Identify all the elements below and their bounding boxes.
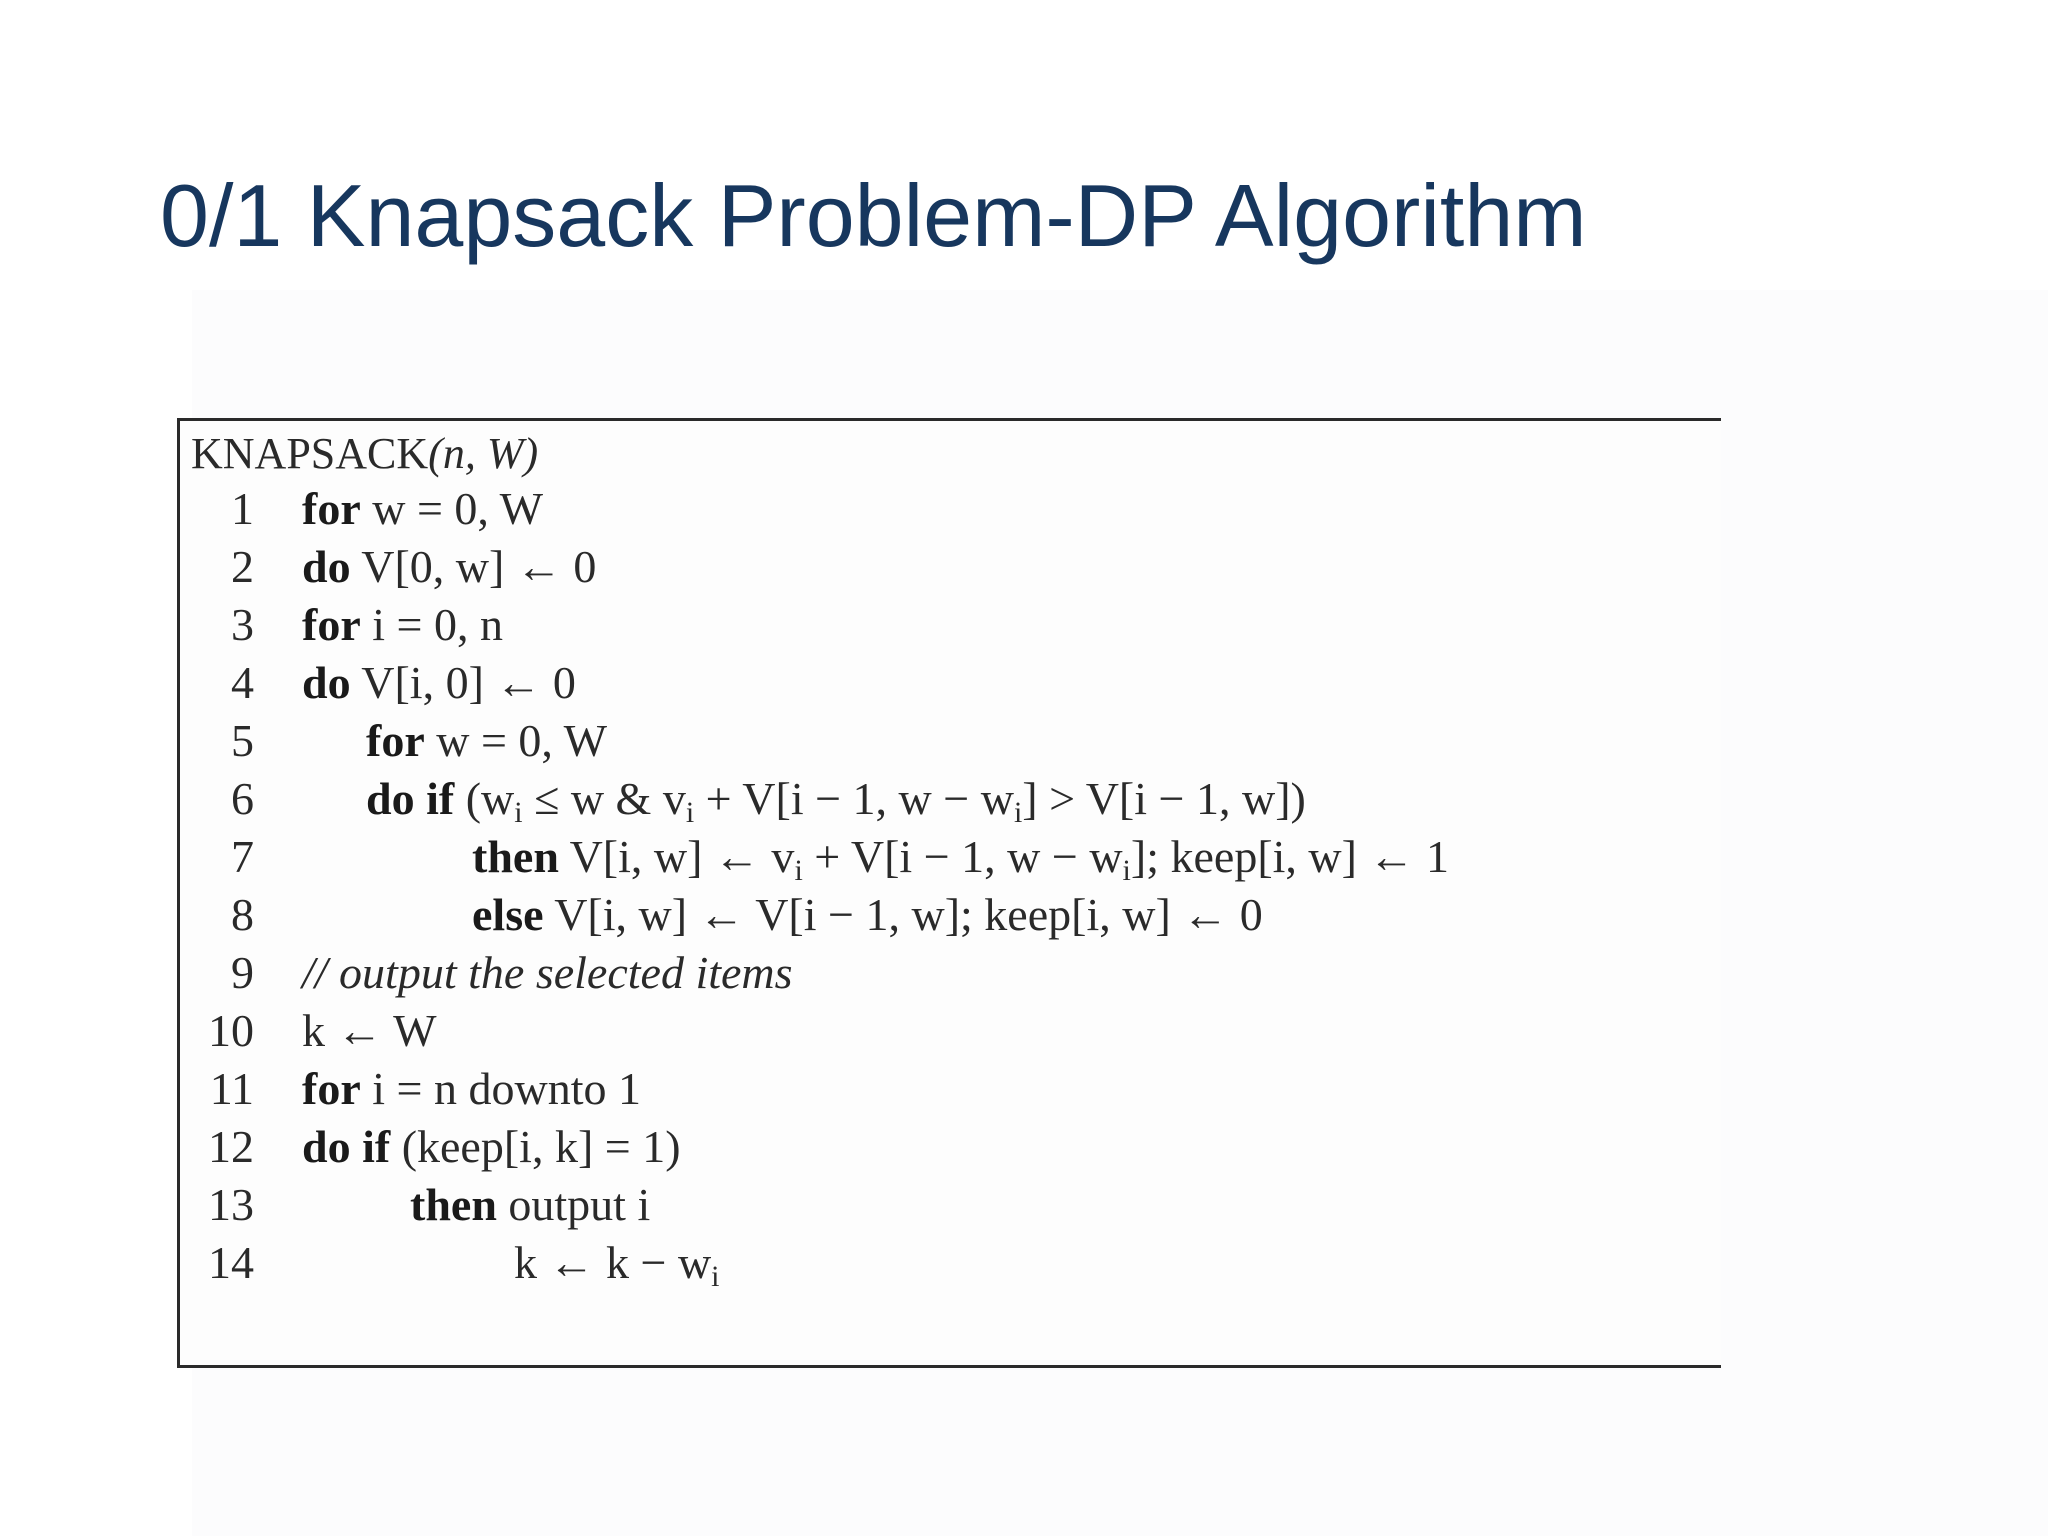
code-line-5 <box>0 712 1500 770</box>
line-code <box>302 654 576 712</box>
line-code <box>302 596 503 654</box>
line-code <box>302 1002 437 1060</box>
code-line-2 <box>0 538 1500 596</box>
line-number: 2 <box>231 541 254 592</box>
statement: i = 0, n <box>372 599 503 650</box>
line-code <box>302 480 543 538</box>
line-number: 12 <box>208 1121 254 1172</box>
code-line-8 <box>0 886 1500 944</box>
statement: V[i, 0] ← 0 <box>361 657 576 708</box>
code-line-11 <box>0 1060 1500 1118</box>
code-line-12 <box>0 1118 1500 1176</box>
statement: V[0, w] ← 0 <box>361 541 597 592</box>
keyword: then <box>410 1179 497 1230</box>
procedure-params: (n, W) <box>428 429 539 478</box>
code-line-7 <box>0 828 1500 886</box>
line-number: 13 <box>208 1179 254 1230</box>
keyword: do <box>302 541 351 592</box>
keyword: for <box>302 1063 361 1114</box>
keyword: for <box>366 715 425 766</box>
code-line-6 <box>0 770 1500 828</box>
line-code <box>302 1060 641 1118</box>
code-line-14 <box>0 1234 1500 1292</box>
keyword: else <box>472 889 544 940</box>
line-number: 3 <box>231 599 254 650</box>
statement: ($w_i \le w$ & $v_i + V[i - 1$, $w - w_i] > V[i - 1$, w]) <box>465 773 1306 829</box>
line-code <box>366 712 607 770</box>
keyword: for <box>302 599 361 650</box>
keyword: then <box>472 831 559 882</box>
line-number: 7 <box>231 831 254 882</box>
statement: // output the selected items <box>302 947 793 998</box>
statement: V[i, w] ← V[i − 1, w]; keep[i, w] ← 0 <box>554 889 1263 940</box>
line-code <box>514 1234 720 1292</box>
line-code <box>410 1176 650 1234</box>
line-number: 9 <box>231 947 254 998</box>
statement: i = n downto 1 <box>372 1063 641 1114</box>
line-code <box>366 770 1306 828</box>
line-number: 1 <box>231 483 254 534</box>
code-line-9 <box>0 944 1500 1002</box>
line-number: 8 <box>231 889 254 940</box>
line-number: 11 <box>209 1063 254 1114</box>
statement: w = 0, W <box>372 483 543 534</box>
keyword: do if <box>366 773 455 824</box>
statement: (keep[i, k] = 1) <box>401 1121 681 1172</box>
statement: w = 0, W <box>436 715 607 766</box>
procedure-name: KNAPSACK <box>191 429 429 478</box>
line-number: 4 <box>231 657 254 708</box>
statement: output i <box>508 1179 651 1230</box>
keyword: for <box>302 483 361 534</box>
procedure-signature <box>191 428 538 479</box>
code-line-4 <box>0 654 1500 712</box>
line-code <box>302 1118 681 1176</box>
line-number: 5 <box>231 715 254 766</box>
line-code <box>302 944 793 1002</box>
statement: k ← W <box>302 1005 437 1056</box>
slide-title: 0/1 Knapsack Problem-DP Algorithm <box>160 166 1587 265</box>
line-code <box>472 828 1449 886</box>
keyword: do if <box>302 1121 391 1172</box>
line-code <box>302 538 596 596</box>
code-line-3 <box>0 596 1500 654</box>
statement: V[i, w] ← $v_i + V[i - 1$, $w - w_i$]; keep[i, w] ← 1 <box>569 831 1449 887</box>
line-number: 14 <box>208 1237 254 1288</box>
code-line-1 <box>0 480 1500 538</box>
statement: k ← $k - w_i$ <box>514 1237 720 1293</box>
code-line-13 <box>0 1176 1500 1234</box>
line-number: 10 <box>208 1005 254 1056</box>
line-number: 6 <box>231 773 254 824</box>
keyword: do <box>302 657 351 708</box>
code-line-10 <box>0 1002 1500 1060</box>
line-code <box>472 886 1263 944</box>
